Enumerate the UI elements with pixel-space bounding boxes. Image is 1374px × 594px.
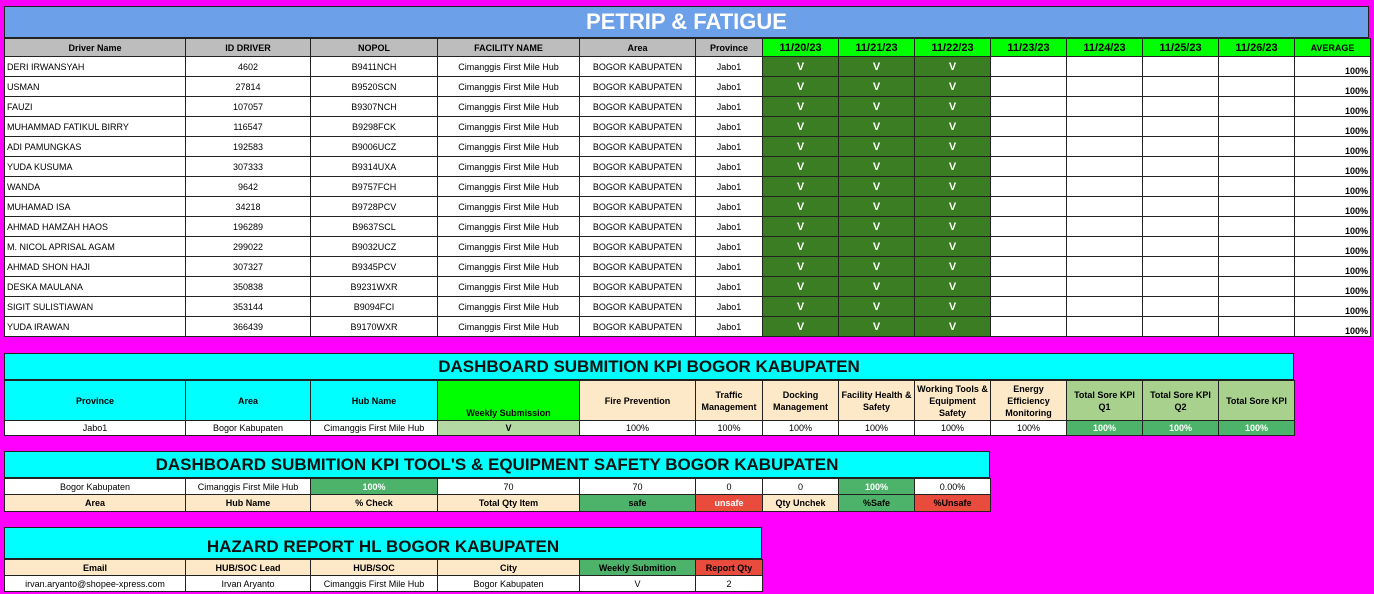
nopol-cell: B9314UXA bbox=[311, 157, 438, 177]
driver-name-cell: YUDA IRAWAN bbox=[5, 317, 186, 337]
col-facility-name: FACILITY NAME bbox=[438, 39, 580, 57]
check-cell: V bbox=[839, 237, 915, 257]
check-cell bbox=[991, 77, 1067, 97]
facility-cell: Cimanggis First Mile Hub bbox=[438, 317, 580, 337]
check-cell bbox=[1219, 77, 1295, 97]
check-cell: V bbox=[839, 137, 915, 157]
province-cell: Jabo1 bbox=[696, 137, 763, 157]
driver-id-cell: 107057 bbox=[186, 97, 311, 117]
average-cell: 100% bbox=[1295, 117, 1371, 137]
check-cell: V bbox=[915, 237, 991, 257]
area-cell: BOGOR KABUPATEN bbox=[580, 77, 696, 97]
kpi-facility-value: 100% bbox=[839, 421, 915, 436]
facility-cell: Cimanggis First Mile Hub bbox=[438, 157, 580, 177]
average-cell: 100% bbox=[1295, 97, 1371, 117]
check-cell bbox=[1143, 97, 1219, 117]
kpi-docking-value: 100% bbox=[763, 421, 839, 436]
check-cell bbox=[1143, 177, 1219, 197]
kpi-col-weekly-submission: Weekly Submission bbox=[438, 381, 580, 421]
driver-id-cell: 307333 bbox=[186, 157, 311, 177]
nopol-cell: B9728PCV bbox=[311, 197, 438, 217]
average-cell: 100% bbox=[1295, 157, 1371, 177]
driver-id-cell: 192583 bbox=[186, 137, 311, 157]
check-cell bbox=[1219, 217, 1295, 237]
check-cell: V bbox=[915, 117, 991, 137]
check-cell bbox=[1143, 257, 1219, 277]
driver-id-cell: 9642 bbox=[186, 177, 311, 197]
driver-row bbox=[5, 317, 1371, 337]
hazard-col-hub: HUB/SOC bbox=[311, 560, 438, 576]
check-cell bbox=[1219, 317, 1295, 337]
check-cell: V bbox=[839, 177, 915, 197]
tools-safe-value: 70 bbox=[580, 479, 696, 495]
check-cell bbox=[1067, 197, 1143, 217]
tools-total-qty-value: 70 bbox=[438, 479, 580, 495]
area-cell: BOGOR KABUPATEN bbox=[580, 257, 696, 277]
driver-name-cell: ADI PAMUNGKAS bbox=[5, 137, 186, 157]
check-cell bbox=[1067, 97, 1143, 117]
province-cell: Jabo1 bbox=[696, 177, 763, 197]
average-cell: 100% bbox=[1295, 77, 1371, 97]
kpi-col-total-q2: Total Sore KPI Q2 bbox=[1143, 381, 1219, 421]
check-cell bbox=[991, 97, 1067, 117]
driver-row bbox=[5, 277, 1371, 297]
check-cell bbox=[1219, 177, 1295, 197]
check-cell bbox=[991, 317, 1067, 337]
facility-cell: Cimanggis First Mile Hub bbox=[438, 257, 580, 277]
kpi-col-area: Area bbox=[186, 381, 311, 421]
province-cell: Jabo1 bbox=[696, 297, 763, 317]
check-cell bbox=[991, 297, 1067, 317]
driver-id-cell: 196289 bbox=[186, 217, 311, 237]
check-cell: V bbox=[915, 177, 991, 197]
col-date: 11/20/23 bbox=[763, 39, 839, 57]
check-cell bbox=[1219, 237, 1295, 257]
average-cell: 100% bbox=[1295, 297, 1371, 317]
tools-col-pct-unsafe: %Unsafe bbox=[915, 495, 991, 512]
tools-title: DASHBOARD SUBMITION KPI TOOL'S & EQUIPMENT SAFETY BOGOR KABUPATEN bbox=[4, 451, 990, 478]
tools-col-area: Area bbox=[5, 495, 186, 512]
province-cell: Jabo1 bbox=[696, 97, 763, 117]
province-cell: Jabo1 bbox=[696, 277, 763, 297]
col-area: Area bbox=[580, 39, 696, 57]
check-cell bbox=[1143, 317, 1219, 337]
driver-id-cell: 366439 bbox=[186, 317, 311, 337]
check-cell bbox=[1067, 297, 1143, 317]
driver-id-cell: 27814 bbox=[186, 77, 311, 97]
tools-table bbox=[4, 478, 991, 512]
check-cell: V bbox=[763, 57, 839, 77]
province-cell: Jabo1 bbox=[696, 257, 763, 277]
area-cell: BOGOR KABUPATEN bbox=[580, 297, 696, 317]
tools-unsafe-value: 0 bbox=[696, 479, 763, 495]
check-cell bbox=[1143, 277, 1219, 297]
kpi-col-total: Total Sore KPI bbox=[1219, 381, 1295, 421]
facility-cell: Cimanggis First Mile Hub bbox=[438, 137, 580, 157]
check-cell bbox=[1143, 197, 1219, 217]
check-cell: V bbox=[763, 257, 839, 277]
kpi-header-row bbox=[5, 381, 1295, 421]
col-date: 11/22/23 bbox=[915, 39, 991, 57]
driver-name-cell: SIGIT SULISTIAWAN bbox=[5, 297, 186, 317]
check-cell: V bbox=[763, 237, 839, 257]
check-cell bbox=[1219, 117, 1295, 137]
check-cell: V bbox=[839, 317, 915, 337]
check-cell: V bbox=[839, 297, 915, 317]
hazard-table bbox=[4, 559, 763, 592]
check-cell bbox=[1067, 77, 1143, 97]
check-cell: V bbox=[763, 97, 839, 117]
tools-col-hub-name: Hub Name bbox=[186, 495, 311, 512]
driver-row bbox=[5, 237, 1371, 257]
check-cell: V bbox=[763, 197, 839, 217]
kpi-col-working-tools: Working Tools & Equipment Safety bbox=[915, 381, 991, 421]
kpi-fire-value: 100% bbox=[580, 421, 696, 436]
hazard-city-value: Bogor Kabupaten bbox=[438, 576, 580, 592]
driver-id-cell: 4602 bbox=[186, 57, 311, 77]
col-driver-name: Driver Name bbox=[5, 39, 186, 57]
driver-id-cell: 299022 bbox=[186, 237, 311, 257]
check-cell: V bbox=[763, 217, 839, 237]
hazard-col-city: City bbox=[438, 560, 580, 576]
check-cell: V bbox=[763, 297, 839, 317]
check-cell bbox=[991, 177, 1067, 197]
driver-row bbox=[5, 137, 1371, 157]
driver-name-cell: AHMAD SHON HAJI bbox=[5, 257, 186, 277]
driver-id-cell: 353144 bbox=[186, 297, 311, 317]
tools-pct-safe-value: 100% bbox=[839, 479, 915, 495]
check-cell: V bbox=[763, 157, 839, 177]
check-cell bbox=[991, 57, 1067, 77]
nopol-cell: B9032UCZ bbox=[311, 237, 438, 257]
area-cell: BOGOR KABUPATEN bbox=[580, 317, 696, 337]
driver-name-cell: MUHAMAD ISA bbox=[5, 197, 186, 217]
facility-cell: Cimanggis First Mile Hub bbox=[438, 277, 580, 297]
check-cell bbox=[1143, 137, 1219, 157]
check-cell: V bbox=[839, 77, 915, 97]
check-cell bbox=[991, 197, 1067, 217]
kpi-energy-value: 100% bbox=[991, 421, 1067, 436]
col-date: 11/24/23 bbox=[1067, 39, 1143, 57]
tools-col-pct-safe: %Safe bbox=[839, 495, 915, 512]
nopol-cell: B9231WXR bbox=[311, 277, 438, 297]
petrip-title: PETRIP & FATIGUE bbox=[4, 6, 1369, 38]
average-cell: 100% bbox=[1295, 197, 1371, 217]
driver-name-cell: FAUZI bbox=[5, 97, 186, 117]
tools-col-check: % Check bbox=[311, 495, 438, 512]
kpi-province-value: Jabo1 bbox=[5, 421, 186, 436]
tools-col-total-qty: Total Qty Item bbox=[438, 495, 580, 512]
check-cell: V bbox=[915, 57, 991, 77]
check-cell bbox=[1143, 297, 1219, 317]
check-cell: V bbox=[915, 297, 991, 317]
kpi-weekly-value: V bbox=[438, 421, 580, 436]
check-cell: V bbox=[763, 117, 839, 137]
tools-col-safe: safe bbox=[580, 495, 696, 512]
nopol-cell: B9298FCK bbox=[311, 117, 438, 137]
nopol-cell: B9170WXR bbox=[311, 317, 438, 337]
check-cell: V bbox=[839, 217, 915, 237]
average-cell: 100% bbox=[1295, 257, 1371, 277]
check-cell bbox=[1143, 57, 1219, 77]
check-cell bbox=[1067, 157, 1143, 177]
driver-row bbox=[5, 77, 1371, 97]
average-cell: 100% bbox=[1295, 217, 1371, 237]
check-cell: V bbox=[915, 77, 991, 97]
check-cell bbox=[991, 117, 1067, 137]
check-cell: V bbox=[915, 257, 991, 277]
driver-row bbox=[5, 297, 1371, 317]
hazard-lead-value: Irvan Aryanto bbox=[186, 576, 311, 592]
area-cell: BOGOR KABUPATEN bbox=[580, 217, 696, 237]
check-cell: V bbox=[839, 257, 915, 277]
kpi-col-total-q1: Total Sore KPI Q1 bbox=[1067, 381, 1143, 421]
col-date: 11/21/23 bbox=[839, 39, 915, 57]
check-cell: V bbox=[915, 137, 991, 157]
check-cell bbox=[1067, 217, 1143, 237]
driver-row bbox=[5, 177, 1371, 197]
province-cell: Jabo1 bbox=[696, 157, 763, 177]
check-cell bbox=[1143, 117, 1219, 137]
facility-cell: Cimanggis First Mile Hub bbox=[438, 97, 580, 117]
col-id-driver: ID DRIVER bbox=[186, 39, 311, 57]
hazard-header-row bbox=[5, 560, 763, 576]
check-cell bbox=[1219, 297, 1295, 317]
driver-row bbox=[5, 57, 1371, 77]
kpi-tools-value: 100% bbox=[915, 421, 991, 436]
check-cell: V bbox=[915, 97, 991, 117]
kpi-col-traffic-management: Traffic Management bbox=[696, 381, 763, 421]
kpi-total-q1-value: 100% bbox=[1067, 421, 1143, 436]
nopol-cell: B9637SCL bbox=[311, 217, 438, 237]
province-cell: Jabo1 bbox=[696, 197, 763, 217]
hazard-col-report-qty: Report Qty bbox=[696, 560, 763, 576]
driver-name-cell: DESKA MAULANA bbox=[5, 277, 186, 297]
check-cell bbox=[991, 217, 1067, 237]
hazard-col-weekly: Weekly Submition bbox=[580, 560, 696, 576]
check-cell bbox=[1067, 137, 1143, 157]
kpi-traffic-value: 100% bbox=[696, 421, 763, 436]
check-cell bbox=[1219, 157, 1295, 177]
kpi-total-value: 100% bbox=[1219, 421, 1295, 436]
nopol-cell: B9307NCH bbox=[311, 97, 438, 117]
area-cell: BOGOR KABUPATEN bbox=[580, 137, 696, 157]
check-cell bbox=[1067, 317, 1143, 337]
tools-check-value: 100% bbox=[311, 479, 438, 495]
nopol-cell: B9411NCH bbox=[311, 57, 438, 77]
driver-row bbox=[5, 97, 1371, 117]
tools-col-unchek: Qty Unchek bbox=[763, 495, 839, 512]
check-cell bbox=[991, 137, 1067, 157]
check-cell: V bbox=[763, 137, 839, 157]
facility-cell: Cimanggis First Mile Hub bbox=[438, 217, 580, 237]
check-cell: V bbox=[839, 57, 915, 77]
hazard-report-qty-value: 2 bbox=[696, 576, 763, 592]
driver-name-cell: DERI IRWANSYAH bbox=[5, 57, 186, 77]
nopol-cell: B9094FCI bbox=[311, 297, 438, 317]
tools-pct-unsafe-value: 0.00% bbox=[915, 479, 991, 495]
check-cell: V bbox=[839, 97, 915, 117]
driver-row bbox=[5, 257, 1371, 277]
check-cell bbox=[1067, 57, 1143, 77]
area-cell: BOGOR KABUPATEN bbox=[580, 237, 696, 257]
driver-id-cell: 350838 bbox=[186, 277, 311, 297]
tools-value-row bbox=[5, 479, 991, 495]
average-cell: 100% bbox=[1295, 137, 1371, 157]
hazard-col-email: Email bbox=[5, 560, 186, 576]
kpi-col-facility-health: Facility Health & Safety bbox=[839, 381, 915, 421]
province-cell: Jabo1 bbox=[696, 317, 763, 337]
average-cell: 100% bbox=[1295, 317, 1371, 337]
driver-name-cell: WANDA bbox=[5, 177, 186, 197]
check-cell bbox=[1067, 237, 1143, 257]
check-cell bbox=[1067, 177, 1143, 197]
facility-cell: Cimanggis First Mile Hub bbox=[438, 57, 580, 77]
check-cell bbox=[1143, 157, 1219, 177]
driver-row bbox=[5, 117, 1371, 137]
check-cell bbox=[1219, 197, 1295, 217]
hazard-col-lead: HUB/SOC Lead bbox=[186, 560, 311, 576]
check-cell: V bbox=[763, 317, 839, 337]
col-nopol: NOPOL bbox=[311, 39, 438, 57]
driver-name-cell: USMAN bbox=[5, 77, 186, 97]
facility-cell: Cimanggis First Mile Hub bbox=[438, 297, 580, 317]
kpi-col-energy-efficiency: Energy Efficiency Monitoring bbox=[991, 381, 1067, 421]
check-cell: V bbox=[839, 117, 915, 137]
driver-id-cell: 34218 bbox=[186, 197, 311, 217]
tools-hub-value: Cimanggis First Mile Hub bbox=[186, 479, 311, 495]
area-cell: BOGOR KABUPATEN bbox=[580, 157, 696, 177]
check-cell: V bbox=[839, 277, 915, 297]
col-province: Province bbox=[696, 39, 763, 57]
col-date: 11/26/23 bbox=[1219, 39, 1295, 57]
check-cell: V bbox=[915, 317, 991, 337]
area-cell: BOGOR KABUPATEN bbox=[580, 57, 696, 77]
kpi-table bbox=[4, 380, 1295, 436]
check-cell bbox=[1067, 257, 1143, 277]
area-cell: BOGOR KABUPATEN bbox=[580, 197, 696, 217]
check-cell: V bbox=[763, 77, 839, 97]
facility-cell: Cimanggis First Mile Hub bbox=[438, 197, 580, 217]
driver-row bbox=[5, 197, 1371, 217]
kpi-hub-value: Cimanggis First Mile Hub bbox=[311, 421, 438, 436]
driver-id-cell: 307327 bbox=[186, 257, 311, 277]
driver-name-cell: AHMAD HAMZAH HAOS bbox=[5, 217, 186, 237]
facility-cell: Cimanggis First Mile Hub bbox=[438, 77, 580, 97]
driver-name-cell: M. NICOL APRISAL AGAM bbox=[5, 237, 186, 257]
check-cell bbox=[1219, 97, 1295, 117]
area-cell: BOGOR KABUPATEN bbox=[580, 277, 696, 297]
check-cell: V bbox=[763, 277, 839, 297]
check-cell bbox=[1067, 117, 1143, 137]
hazard-weekly-value: V bbox=[580, 576, 696, 592]
driver-name-cell: YUDA KUSUMA bbox=[5, 157, 186, 177]
check-cell: V bbox=[915, 217, 991, 237]
average-cell: 100% bbox=[1295, 177, 1371, 197]
driver-row bbox=[5, 157, 1371, 177]
tools-header-row bbox=[5, 495, 991, 512]
province-cell: Jabo1 bbox=[696, 237, 763, 257]
average-cell: 100% bbox=[1295, 237, 1371, 257]
province-cell: Jabo1 bbox=[696, 117, 763, 137]
kpi-col-fire-prevention: Fire Prevention bbox=[580, 381, 696, 421]
kpi-col-docking-management: Docking Management bbox=[763, 381, 839, 421]
driver-id-cell: 116547 bbox=[186, 117, 311, 137]
hazard-email-value[interactable]: irvan.aryanto@shopee-xpress.com bbox=[5, 576, 186, 592]
facility-cell: Cimanggis First Mile Hub bbox=[438, 177, 580, 197]
check-cell bbox=[1219, 257, 1295, 277]
nopol-cell: B9757FCH bbox=[311, 177, 438, 197]
check-cell: V bbox=[763, 177, 839, 197]
check-cell bbox=[991, 257, 1067, 277]
hazard-title: HAZARD REPORT HL BOGOR KABUPATEN bbox=[4, 527, 762, 559]
driver-name-cell: MUHAMMAD FATIKUL BIRRY bbox=[5, 117, 186, 137]
check-cell bbox=[991, 157, 1067, 177]
province-cell: Jabo1 bbox=[696, 57, 763, 77]
tools-col-unsafe: unsafe bbox=[696, 495, 763, 512]
driver-row bbox=[5, 217, 1371, 237]
check-cell bbox=[1067, 277, 1143, 297]
average-cell: 100% bbox=[1295, 277, 1371, 297]
average-cell: 100% bbox=[1295, 57, 1371, 77]
area-cell: BOGOR KABUPATEN bbox=[580, 97, 696, 117]
nopol-cell: B9006UCZ bbox=[311, 137, 438, 157]
nopol-cell: B9345PCV bbox=[311, 257, 438, 277]
area-cell: BOGOR KABUPATEN bbox=[580, 177, 696, 197]
kpi-total-q2-value: 100% bbox=[1143, 421, 1219, 436]
col-date: 11/25/23 bbox=[1143, 39, 1219, 57]
hazard-hub-value: Cimanggis First Mile Hub bbox=[311, 576, 438, 592]
col-average: AVERAGE bbox=[1295, 39, 1371, 57]
kpi-title: DASHBOARD SUBMITION KPI BOGOR KABUPATEN bbox=[4, 353, 1294, 380]
check-cell bbox=[1143, 237, 1219, 257]
facility-cell: Cimanggis First Mile Hub bbox=[438, 237, 580, 257]
check-cell bbox=[991, 237, 1067, 257]
province-cell: Jabo1 bbox=[696, 217, 763, 237]
kpi-area-value: Bogor Kabupaten bbox=[186, 421, 311, 436]
check-cell bbox=[1219, 57, 1295, 77]
check-cell: V bbox=[915, 277, 991, 297]
check-cell: V bbox=[915, 197, 991, 217]
kpi-value-row bbox=[5, 421, 1295, 436]
check-cell: V bbox=[839, 197, 915, 217]
check-cell: V bbox=[839, 157, 915, 177]
tools-unchek-value: 0 bbox=[763, 479, 839, 495]
tools-area-value: Bogor Kabupaten bbox=[5, 479, 186, 495]
kpi-col-hub-name: Hub Name bbox=[311, 381, 438, 421]
check-cell bbox=[1143, 77, 1219, 97]
check-cell: V bbox=[915, 157, 991, 177]
petrip-table bbox=[4, 38, 1371, 337]
province-cell: Jabo1 bbox=[696, 77, 763, 97]
col-date: 11/23/23 bbox=[991, 39, 1067, 57]
petrip-header-row bbox=[5, 39, 1371, 57]
check-cell bbox=[1143, 217, 1219, 237]
facility-cell: Cimanggis First Mile Hub bbox=[438, 117, 580, 137]
check-cell bbox=[1219, 277, 1295, 297]
area-cell: BOGOR KABUPATEN bbox=[580, 117, 696, 137]
nopol-cell: B9520SCN bbox=[311, 77, 438, 97]
hazard-value-row bbox=[5, 576, 763, 592]
check-cell bbox=[1219, 137, 1295, 157]
kpi-col-province: Province bbox=[5, 381, 186, 421]
check-cell bbox=[991, 277, 1067, 297]
